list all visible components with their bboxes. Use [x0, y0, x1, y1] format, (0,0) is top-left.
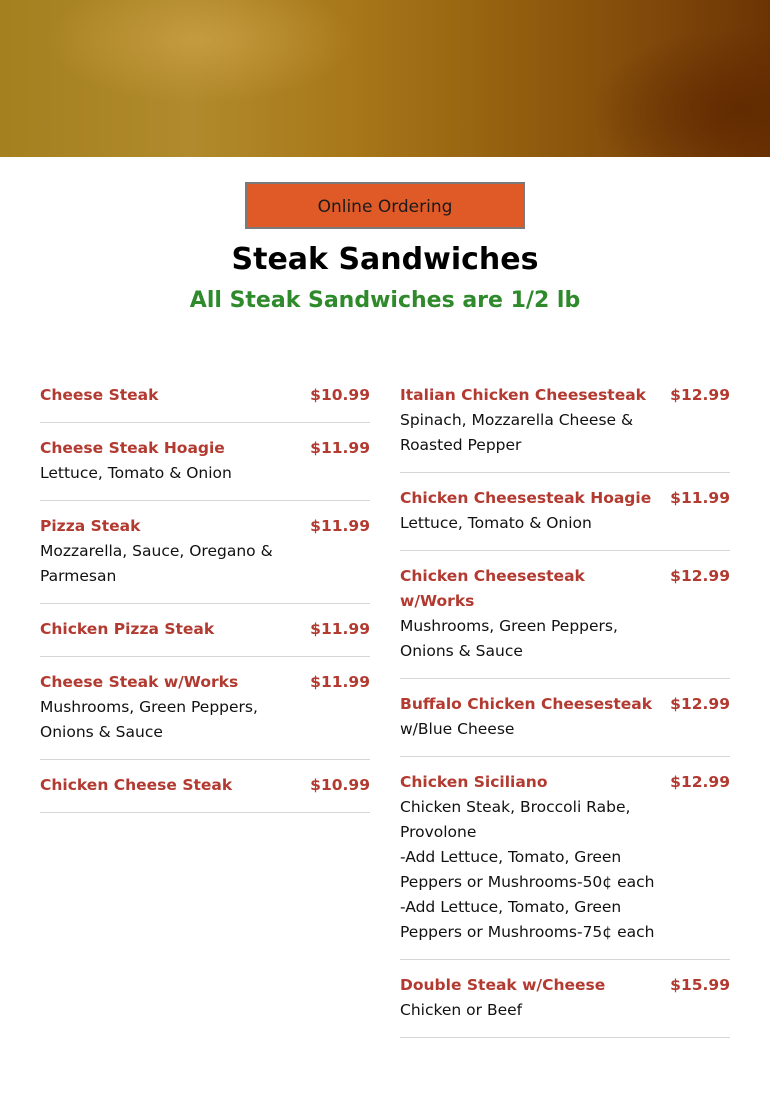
- menu-item-price: $10.99: [310, 776, 370, 794]
- menu-item-price: $10.99: [310, 386, 370, 404]
- menu-item-name: Chicken Cheese Steak: [40, 776, 233, 794]
- menu-item-description: Chicken or Beef: [400, 1001, 523, 1019]
- menu-item: [400, 757, 730, 960]
- menu-item: [400, 473, 730, 551]
- menu-item-price: $11.99: [310, 439, 370, 457]
- menu-item: [400, 960, 730, 1038]
- menu-item-price: $12.99: [670, 386, 730, 404]
- menu-item: [40, 370, 370, 423]
- online-ordering-button[interactable]: [245, 182, 525, 229]
- menu-item-description: w/Blue Cheese: [400, 720, 515, 738]
- menu-item: [40, 657, 370, 760]
- menu-item: [400, 551, 730, 679]
- menu-item-price: $12.99: [670, 773, 730, 791]
- menu-item: [400, 370, 730, 473]
- menu-item-name: Chicken Pizza Steak: [40, 620, 215, 638]
- menu-item: [400, 679, 730, 757]
- menu-item-price: $12.99: [670, 695, 730, 713]
- menu-item-description: Lettuce, Tomato & Onion: [400, 514, 592, 532]
- menu-item-price: $11.99: [310, 673, 370, 691]
- menu-item-description: Chicken Steak, Broccoli Rabe, Provolone -Add Lettuce, Tomato, Green Peppers or Mushrooms-50¢ each -Add Lettuce, Tomato, Green Peppers or Mushrooms-75¢ each: [400, 798, 655, 941]
- menu-item-name: Cheese Steak: [40, 386, 159, 404]
- menu-item-name: Cheese Steak w/Works: [40, 673, 239, 691]
- menu-item-name: Italian Chicken Cheesesteak: [400, 386, 646, 404]
- menu-item-description: Lettuce, Tomato & Onion: [40, 464, 232, 482]
- online-ordering-label: Online Ordering: [317, 197, 453, 217]
- menu-item-description: Mushrooms, Green Peppers, Onions & Sauce: [400, 617, 618, 660]
- menu-item: [40, 604, 370, 657]
- menu-item-price: $15.99: [670, 976, 730, 994]
- menu-item-name: Pizza Steak: [40, 517, 141, 535]
- menu-item-name: Chicken Cheesesteak w/Works: [400, 567, 585, 610]
- menu-column-right: [400, 370, 730, 1038]
- menu-column-left: [40, 370, 370, 813]
- menu-item-price: $11.99: [310, 620, 370, 638]
- hero-banner-image: [0, 0, 770, 157]
- page-title: Steak Sandwiches: [231, 242, 539, 277]
- page-subtitle: All Steak Sandwiches are 1/2 lb: [189, 288, 581, 313]
- menu-item-description: Mushrooms, Green Peppers, Onions & Sauce: [40, 698, 258, 741]
- menu-item: [40, 760, 370, 813]
- menu-item: [40, 501, 370, 604]
- menu-item: [40, 423, 370, 501]
- menu-item-name: Double Steak w/Cheese: [400, 976, 606, 994]
- menu-item-name: Chicken Cheesesteak Hoagie: [400, 489, 652, 507]
- menu-item-price: $12.99: [670, 567, 730, 585]
- menu-item-description: Spinach, Mozzarella Cheese & Roasted Pepper: [400, 411, 634, 454]
- menu-item-price: $11.99: [310, 517, 370, 535]
- menu-item-price: $11.99: [670, 489, 730, 507]
- menu-item-description: Mozzarella, Sauce, Oregano & Parmesan: [40, 542, 273, 585]
- menu-item-name: Chicken Siciliano: [400, 773, 548, 791]
- menu-item-name: Cheese Steak Hoagie: [40, 439, 225, 457]
- menu-item-name: Buffalo Chicken Cheesesteak: [400, 695, 653, 713]
